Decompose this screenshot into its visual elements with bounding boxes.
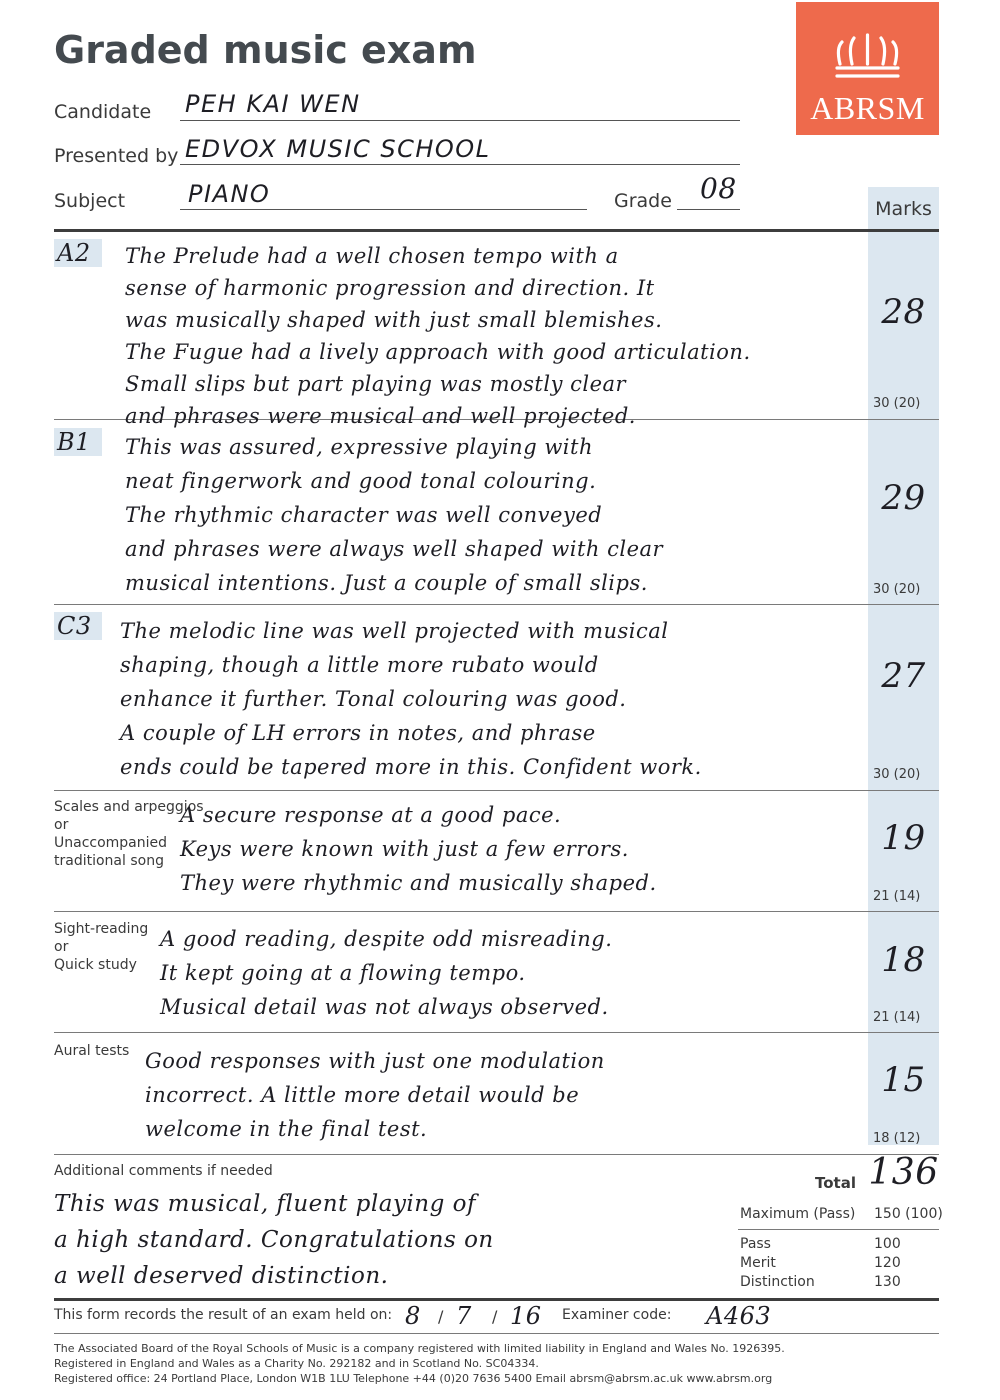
section-max-marks: 21 (14) [873, 1010, 921, 1025]
section-label-aural [54, 1042, 129, 1060]
exam-month: 7 [456, 1302, 472, 1330]
grade-line [677, 209, 740, 210]
grade-value: 08 [700, 172, 737, 205]
comment-line: was musically shaped with just small blemishes. [125, 308, 663, 332]
candidate-value: PEH KAI WEN [185, 90, 361, 118]
comment-line: ends could be tapered more in this. Confident work. [120, 755, 702, 779]
merit-label: Merit [740, 1255, 776, 1271]
comment-line: The rhythmic character was well conveyed [125, 503, 603, 527]
comment-line: and phrases were always well shaped with clear [125, 537, 664, 561]
section-divider [54, 1154, 939, 1155]
comment-line: Small slips but part playing was mostly clear [125, 372, 627, 396]
section-divider [54, 604, 939, 605]
section-comment [125, 240, 751, 432]
max-pass-value: 150 (100) [874, 1206, 943, 1222]
subject-label: Subject [54, 190, 126, 212]
comment-line: incorrect. A little more detail would be [145, 1083, 580, 1107]
comment-line: A couple of LH errors in notes, and phrase [120, 721, 596, 745]
subject-line [180, 209, 587, 210]
label-line: or [54, 817, 69, 833]
section-divider [54, 1032, 939, 1033]
label-line: or [54, 939, 69, 955]
comment-line: Musical detail was not always observed. [160, 995, 609, 1019]
exam-year: 16 [510, 1302, 542, 1330]
merit-value: 120 [874, 1255, 901, 1271]
comment-line: and phrases were musical and well projected. [125, 404, 636, 428]
date-separator: / [492, 1307, 498, 1326]
section-code: C3 [54, 612, 102, 640]
footer-line: The Associated Board of the Royal Schools of Music is a company registered with limited liability in England and Wales No. 1926395. [54, 1342, 785, 1355]
candidate-label: Candidate [54, 101, 152, 123]
label-line: traditional song [54, 853, 164, 869]
comment-line: The Prelude had a well chosen tempo with a [125, 244, 619, 268]
additional-comments [54, 1186, 494, 1294]
section-max-marks: 30 (20) [873, 396, 921, 411]
presented-label: Presented by [54, 145, 179, 167]
section-comment [120, 614, 702, 784]
comment-line: A good reading, despite odd misreading. [160, 927, 613, 951]
section-max-marks: 18 (12) [873, 1131, 921, 1146]
comment-line: The melodic line was well projected with musical [120, 619, 669, 643]
comment-line: shaping, though a little more rubato would [120, 653, 599, 677]
section-max-marks: 30 (20) [873, 582, 921, 597]
examiner-label: Examiner code: [562, 1307, 672, 1323]
grade-label: Grade [614, 190, 672, 212]
totals-divider [738, 1229, 939, 1230]
section-comment [125, 430, 663, 600]
comment-line: A secure response at a good pace. [180, 803, 562, 827]
comment-line: This was musical, fluent playing of [54, 1191, 476, 1217]
subject-value: PIANO [188, 180, 271, 208]
distinction-value: 130 [874, 1274, 901, 1290]
section-code: B1 [54, 428, 102, 456]
comment-line: Good responses with just one modulation [145, 1049, 605, 1073]
max-pass-label: Maximum (Pass) [740, 1206, 856, 1222]
date-separator: / [438, 1307, 444, 1326]
candidate-line [180, 120, 740, 121]
exam-day: 8 [405, 1302, 421, 1330]
section-mark: 19 [881, 818, 926, 858]
section-code: A2 [54, 239, 102, 267]
total-label: Total [815, 1174, 856, 1192]
distinction-label: Distinction [740, 1274, 815, 1290]
section-divider [54, 790, 939, 791]
label-line: Aural tests [54, 1043, 130, 1059]
comment-line: musical intentions. Just a couple of small slips. [125, 571, 648, 595]
comment-line: neat fingerwork and good tonal colouring. [125, 469, 597, 493]
section-comment [180, 798, 657, 900]
comment-line: They were rhythmic and musically shaped. [180, 871, 657, 895]
section-mark: 29 [881, 478, 926, 518]
label-line: Unaccompanied [54, 835, 168, 851]
logo-text: ABRSM [810, 90, 925, 126]
label-line: Quick study [54, 957, 137, 973]
section-comment [160, 922, 612, 1024]
footer-line: Registered office: 24 Portland Place, London W1B 1LU Telephone +44 (0)20 7636 5400 Email abrsm@abrsm.ac.uk www.abrsm.org [54, 1372, 773, 1385]
comment-line: a well deserved distinction. [54, 1263, 389, 1289]
pass-value: 100 [874, 1236, 901, 1252]
marks-heading: Marks [875, 198, 932, 220]
section-max-marks: 30 (20) [873, 767, 921, 782]
comment-line: a high standard. Congratulations on [54, 1227, 494, 1253]
section-mark: 28 [881, 292, 926, 332]
footer-line: Registered in England and Wales as a Charity No. 292182 and in Scotland No. SC04334. [54, 1357, 539, 1370]
label-line: Sight-reading [54, 921, 149, 937]
crown-icon [832, 32, 903, 84]
presented-line [180, 164, 740, 165]
comment-line: The Fugue had a lively approach with good articulation. [125, 340, 751, 364]
comment-line: It kept going at a flowing tempo. [160, 961, 526, 985]
comment-line: sense of harmonic progression and direction. It [125, 276, 655, 300]
section-max-marks: 21 (14) [873, 889, 921, 904]
section-divider [54, 911, 939, 912]
record-label: This form records the result of an exam held on: [54, 1307, 393, 1323]
total-value: 136 [868, 1152, 939, 1193]
section-mark: 15 [881, 1060, 926, 1100]
comment-line: enhance it further. Tonal colouring was good. [120, 687, 627, 711]
label-line: Scales and arpeggios [54, 799, 204, 815]
record-bottom-rule [54, 1333, 939, 1334]
abrsm-logo [796, 2, 939, 135]
comment-line: This was assured, expressive playing with [125, 435, 593, 459]
pass-label: Pass [740, 1236, 771, 1252]
section-mark: 27 [881, 656, 926, 696]
section-divider [54, 229, 939, 232]
section-mark: 18 [881, 940, 926, 980]
comment-line: welcome in the final test. [145, 1117, 428, 1141]
presented-value: EDVOX MUSIC SCHOOL [185, 135, 491, 163]
comment-line: Keys were known with just a few errors. [180, 837, 629, 861]
record-divider [54, 1298, 939, 1301]
section-label-sight-reading [54, 920, 148, 974]
section-comment [145, 1044, 605, 1146]
additional-comments-label: Additional comments if needed [54, 1163, 273, 1179]
form-title: Graded music exam [54, 28, 477, 72]
examiner-code: A463 [706, 1302, 772, 1330]
